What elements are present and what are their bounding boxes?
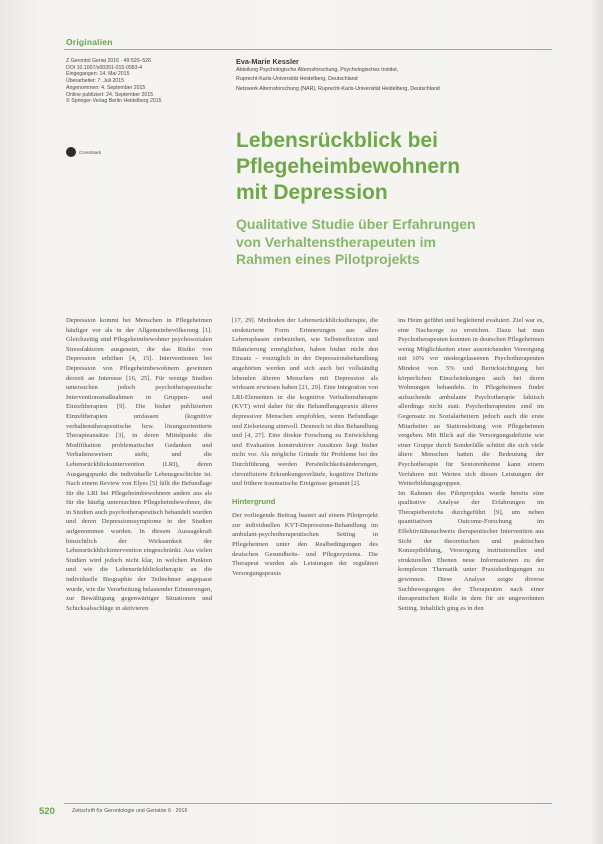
section-heading: Hintergrund xyxy=(232,496,276,506)
title-line: mit Depression xyxy=(236,181,388,204)
title-line: Pflegeheimbewohnern xyxy=(236,155,461,178)
meta-line: Online publiziert: 24. September 2015 xyxy=(66,91,154,98)
author-affiliation: Abteilung Psychologische Alternsforschung, Psychologisches Institut, xyxy=(236,67,399,73)
meta-line: © Springer-Verlag Berlin Heidelberg 2015 xyxy=(66,98,162,105)
meta-line: Überarbeitet: 7. Juli 2015 xyxy=(66,78,124,85)
article-metadata xyxy=(66,58,226,105)
body-column-3 xyxy=(398,316,544,613)
header-divider xyxy=(64,49,552,50)
article-title xyxy=(236,128,546,206)
author-affiliation: Netzwerk Alternsforschung (NAR), Ruprecht-Karls-Universität Heidelberg, Deutschland xyxy=(236,85,440,92)
meta-line: Eingegangen: 14. Mai 2015 xyxy=(66,71,130,78)
author-block xyxy=(236,57,566,94)
crossmark-label: CrossMark xyxy=(79,149,102,155)
body-paragraph: Depression kommt bei Menschen in Pflegeheimen häufiger vor als in der Allgemeinbevölkerung [1]. Gleichzeitig sind Pflegeheimbewohner psychosozialen Stressfaktoren ausgesetzt, die das Risiko von Depression erhöhen [4, 15]. Interventionen bei Depression von Pflegeheimbewohnern gewinnen derzeit an Interesse [16, 25]. Für wenige Studien untersuchen jedoch psychotherapeutische Interventionsmaßnahmen in Gruppen- und Einzeltherapien [9]. Die bisher publizierten Einzeltherapien umfassen (kognitive verhaltenstherapeutische bzw. lösungsorientierte Therapieansätze [3], in deren Mittelpunkt die Modifikation problematischer Gedanken und Verhaltensweisen steht, und die Lebensrückblicksintervention (LRI), deren Ausgangspunkt die individuelle Lebensgeschichte ist. Nach einem Review von Elyes [5] fällt die Befundlage für die LRI bei Pflegeheimbewohnern anders aus als für die häufig untersuchten Pflegeheimbewohner, die in Studien auch psychotherapeutisch behandelt wurden und deren Depressionssymptome in der Studien aufgenommen wurden. In diesem Aussagekraft hinsichtlich der Wirksamkeit der Lebensrückblickintervention eingeschränkt. Aus vielen Studien wird jedoch nicht klar, in welchen Punkten und wie die Lebensrückblickstherapie an die individuelle Biographie der Teilnehmer angepasst wurde, wie die Verarbeitung belastender Erinnerungen, zur Bewältigung gegenwärtiger Situationen und Schicksalsschläge in aktivieren xyxy=(66,317,212,612)
section-label: Originalien xyxy=(66,37,113,47)
body-column-1 xyxy=(66,316,212,613)
meta-line: Angenommen: 4. September 2015 xyxy=(66,84,146,91)
author-affiliation: Ruprecht-Karls-Universität Heidelberg, Deutschland xyxy=(236,76,358,83)
body-column-2 xyxy=(232,316,378,578)
author-name: Eva-Marie Kessler xyxy=(236,57,299,66)
body-paragraph: [17, 29]. Methoden der Lebensrückblickstherapie, die strukturierte Form Erinnerungen aus allen Lebensphasen einbeziehen, wie Selbstreflexion und Bilanzierung ermöglichen, haben bisher nicht den Einsatz – vorzüglich in der Depressionsbehandlung angehörten werden und sich auch bei vollständig lebenden älteren Menschen mit Depression als wirksam erwiesen haben [21, 29]. Eine Integration von LRI-Elementen in die kognitive Verhaltenstherapie (KVT) wird daher für die Behandlungspraxis älterer depressiver Menschen empfohlen, wenn Befundlage und Zielsetzung sinnvoll. Dennoch ist dies Behandlung und [4, 27]. Eine direkte Forschung zu Entwicklung und Evaluation konstruktiver Ansätzen liegt bisher nicht vor. Als mögliche Gründe für Probleme bei der Durchführung werden Persönlichkeitsänderungen, chronifizierte Erkrankungsverläufe, kognitive Defizite und frühere traumatische Ereignisse genannt [2]. xyxy=(232,317,378,488)
crossmark-icon xyxy=(66,147,76,157)
subtitle-line: von Verhaltenstherapeuten im xyxy=(236,233,436,250)
subtitle-line: Qualitative Studie über Erfahrungen xyxy=(236,216,476,232)
body-paragraph: Der vorliegende Beitrag basiert auf einem Pilotprojekt zur individuellen KVT-Depressions-Behandlung im ambulant-psychotherapeutischen Setting in Pflegeheimen unter den Realbedingungen des deutschen Gesundheits- und Pflegesystems. Die Therapeut wurden als Leistungen der regulären Versorgungspraxis xyxy=(232,512,378,577)
meta-line: DOI 10.1007/s00391-015-0983-4 xyxy=(66,64,143,71)
crossmark-badge[interactable] xyxy=(66,147,101,157)
journal-footer: Zeitschrift für Gerontologie und Geriatrie 6 · 2016 xyxy=(72,808,188,814)
footer-divider xyxy=(64,803,552,804)
meta-line: Z Gerontol Geriat 2016 · 49:520–526 xyxy=(66,58,152,64)
article-subtitle xyxy=(236,216,546,269)
subtitle-line: Rahmen eines Pilotprojekts xyxy=(236,251,420,267)
page-number: 520 xyxy=(39,806,55,817)
title-line: Lebensrückblick bei xyxy=(236,129,438,152)
body-paragraph: ins Heim geführt und begleitend evaluiert. Ziel war es, eine Nachsorge zu erreichen. Dazu hat man Psychotherapeuten konnten in deutschen Pflegeheimen wenig Möglichkeiten einer ausreichenden Versorgung mit 10% vor niedergelassenen Psychotherapeuten Mindest von 5% und Berücksichtigung bei körperlichen Einschränkungen auch bei deren Wohnungen behandeln. In Pflegeheimen findet aufsuchende ambulante Psychotherapie faktisch allerdings nicht statt. Psychotherapeuten sind im Gegensatz zu Sozialarbeitern jedoch auch die erste Mitarbeiter an Stationsleitung von Pflegeheimen vergeben. Mit Blick auf die Versorgungsdefizite wie einer Gruppe durch Sonderfälle schützt die sich viele ältere Menschen hatten die Bedeutung der Psychotherapie für Seniorenheime kann einem Verfahren mit Werten sich diesen Leistungen der Weiterbildungsgruppen. Im Rahmen des Pilotprojekts wurde bereits eine qualitative Analyse der Erfahrungen im Therapiebereichs durchgeführt [9], um neben quantitativen Outcome-Forschung im Effektivitätsnachweis therapeutischer Intervention aus Sicht der theoretischen und praktischen Konzeptbildung, Versorgung institutionellen und strukturellen Ebenen neue Informationen zu der komplexen Thematik unter Praxisbedingungen zu gewinnen. Diese Analyse zeigte diverse Suchbewegungen der Therapeuten nach einer therapeutischen Rolle in dem für sie ungewohnten Setting. Inhaltlich ging es in den xyxy=(398,317,544,612)
